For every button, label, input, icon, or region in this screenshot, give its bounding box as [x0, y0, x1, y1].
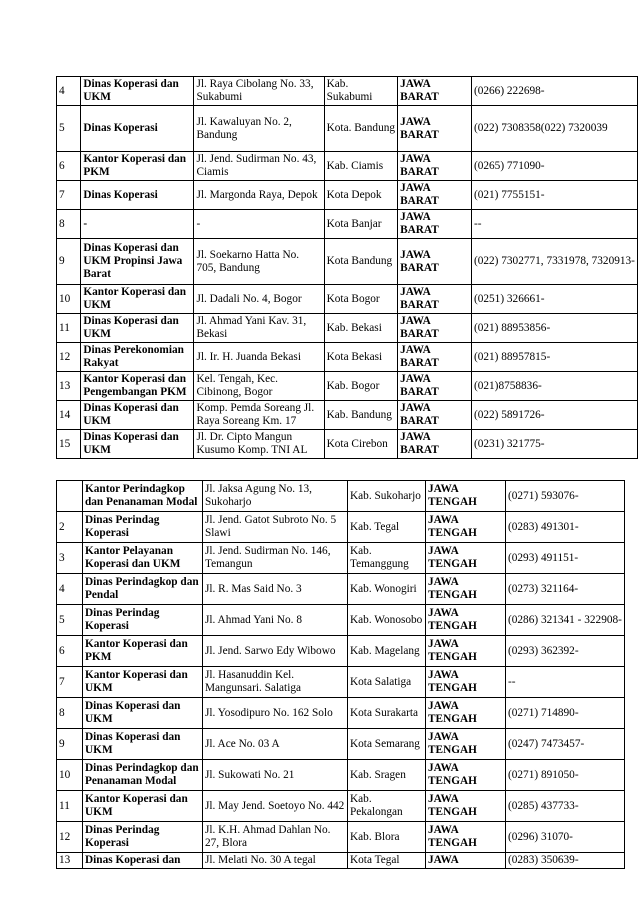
city: Kota Semarang — [348, 729, 426, 760]
table-jawa-barat — [56, 76, 638, 459]
province: JAWA BARAT — [398, 430, 472, 459]
city: Kab. Pekalongan — [348, 791, 426, 822]
phone: (0271) 593076- — [506, 481, 625, 512]
province: JAWA BARAT — [398, 343, 472, 372]
table-row — [57, 822, 625, 853]
address: Jl. Raya Cibolang No. 33, Sukabumi — [194, 77, 324, 106]
phone: (0273) 321164- — [506, 574, 625, 605]
table-row — [57, 152, 638, 181]
province: JAWA BARAT — [398, 210, 472, 239]
table-row — [57, 239, 638, 285]
address: Jl. Jend. Gatot Subroto No. 5 Slawi — [203, 512, 348, 543]
address: Jl. Soekarno Hatta No. 705, Bandung — [194, 239, 324, 285]
office-name: Dinas Koperasi dan UKM Propinsi Jawa Barat — [81, 239, 194, 285]
office-name: Dinas Koperasi — [81, 106, 194, 152]
office-name: Kantor Koperasi dan UKM — [83, 791, 203, 822]
office-name: Dinas Koperasi — [81, 181, 194, 210]
row-number: 9 — [57, 729, 83, 760]
province: JAWA BARAT — [398, 314, 472, 343]
row-number: 4 — [57, 574, 83, 605]
office-name: Kantor Perindagkop dan Penanaman Modal — [83, 481, 203, 512]
phone: -- — [506, 667, 625, 698]
phone: (0251) 326661- — [471, 285, 637, 314]
table-row — [57, 181, 638, 210]
row-number: 11 — [57, 791, 83, 822]
table-row — [57, 574, 625, 605]
city: Kota Tegal — [348, 853, 426, 869]
phone: (021) 88957815- — [471, 343, 637, 372]
row-number: 12 — [57, 822, 83, 853]
table-row — [57, 481, 625, 512]
address: Jl. Ace No. 03 A — [203, 729, 348, 760]
phone: (021) 88953856- — [471, 314, 637, 343]
row-number: 6 — [57, 152, 81, 181]
city: Kab. Ciamis — [324, 152, 397, 181]
office-name: Dinas Koperasi dan UKM — [81, 430, 194, 459]
row-number: 3 — [57, 543, 83, 574]
office-name: - — [81, 210, 194, 239]
province: JAWA — [426, 853, 506, 869]
row-number: 14 — [57, 401, 81, 430]
province: JAWA TENGAH — [426, 822, 506, 853]
phone: (0271) 714890- — [506, 698, 625, 729]
office-name: Kantor Pelayanan Koperasi dan UKM — [83, 543, 203, 574]
city: Kab. Bogor — [324, 372, 397, 401]
city: Kab. Wonosobo — [348, 605, 426, 636]
phone: (0285) 437733- — [506, 791, 625, 822]
province: JAWA TENGAH — [426, 791, 506, 822]
address: Jl. Margonda Raya, Depok — [194, 181, 324, 210]
phone: (0231) 321775- — [471, 430, 637, 459]
address: Jl. Ahmad Yani Kav. 31, Bekasi — [194, 314, 324, 343]
phone: (0266) 222698- — [471, 77, 637, 106]
row-number: 2 — [57, 512, 83, 543]
city: Kota Bekasi — [324, 343, 397, 372]
phone: (022) 7302771, 7331978, 7320913- — [471, 239, 637, 285]
province: JAWA BARAT — [398, 401, 472, 430]
province: JAWA TENGAH — [426, 667, 506, 698]
phone: (0283) 491301- — [506, 512, 625, 543]
table-row — [57, 372, 638, 401]
row-number: 12 — [57, 343, 81, 372]
address: Jl. Jend. Sarwo Edy Wibowo — [203, 636, 348, 667]
table-row — [57, 605, 625, 636]
address: Jl. K.H. Ahmad Dahlan No. 27, Blora — [203, 822, 348, 853]
office-name: Dinas Perindag Koperasi — [83, 822, 203, 853]
table-row — [57, 77, 638, 106]
phone: (022) 7308358(022) 7320039 — [471, 106, 637, 152]
city: Kota Salatiga — [348, 667, 426, 698]
table-row — [57, 430, 638, 459]
address: Jl. Melati No. 30 A tegal — [203, 853, 348, 869]
row-number: 7 — [57, 181, 81, 210]
table-row — [57, 401, 638, 430]
address: Jl. Jend. Sudirman No. 43, Ciamis — [194, 152, 324, 181]
row-number: 8 — [57, 210, 81, 239]
province: JAWA BARAT — [398, 285, 472, 314]
phone: (0271) 891050- — [506, 760, 625, 791]
row-number — [57, 481, 83, 512]
city: Kab. Tegal — [348, 512, 426, 543]
city: Kab. Temanggung — [348, 543, 426, 574]
city: Kota Cirebon — [324, 430, 397, 459]
city: Kab. Bandung — [324, 401, 397, 430]
province: JAWA TENGAH — [426, 574, 506, 605]
address: Jl. Dr. Cipto Mangun Kusumo Komp. TNI AL — [194, 430, 324, 459]
office-name: Dinas Koperasi dan UKM — [81, 314, 194, 343]
row-number: 6 — [57, 636, 83, 667]
phone: (0293) 491151- — [506, 543, 625, 574]
address: Jl. Dadali No. 4, Bogor — [194, 285, 324, 314]
office-name: Dinas Koperasi dan — [83, 853, 203, 869]
office-name: Dinas Perindagkop dan Pendal — [83, 574, 203, 605]
phone: (0286) 321341 - 322908- — [506, 605, 625, 636]
table-jawa-tengah — [56, 480, 625, 869]
table-row — [57, 285, 638, 314]
province: JAWA BARAT — [398, 372, 472, 401]
city: Kab. Wonogiri — [348, 574, 426, 605]
office-name: Kantor Koperasi dan PKM — [83, 636, 203, 667]
phone: (0283) 350639- — [506, 853, 625, 869]
phone: (0293) 362392- — [506, 636, 625, 667]
address: Jl. R. Mas Said No. 3 — [203, 574, 348, 605]
row-number: 11 — [57, 314, 81, 343]
city: Kota. Bandung — [324, 106, 397, 152]
row-number: 9 — [57, 239, 81, 285]
address: - — [194, 210, 324, 239]
row-number: 10 — [57, 285, 81, 314]
province: JAWA TENGAH — [426, 729, 506, 760]
province: JAWA TENGAH — [426, 481, 506, 512]
province: JAWA TENGAH — [426, 760, 506, 791]
row-number: 10 — [57, 760, 83, 791]
address: Jl. May Jend. Soetoyo No. 442 — [203, 791, 348, 822]
office-name: Dinas Perindag Koperasi — [83, 605, 203, 636]
address: Jl. Hasanuddin Kel. Mangunsari. Salatiga — [203, 667, 348, 698]
address: Jl. Sukowati No. 21 — [203, 760, 348, 791]
phone: (022) 5891726- — [471, 401, 637, 430]
address: Jl. Jaksa Agung No. 13, Sukoharjo — [203, 481, 348, 512]
office-name: Dinas Perekonomian Rakyat — [81, 343, 194, 372]
province: JAWA TENGAH — [426, 636, 506, 667]
row-number: 13 — [57, 372, 81, 401]
city: Kota Depok — [324, 181, 397, 210]
city: Kab. Magelang — [348, 636, 426, 667]
address: Jl. Yosodipuro No. 162 Solo — [203, 698, 348, 729]
province: JAWA TENGAH — [426, 605, 506, 636]
address: Jl. Kawaluyan No. 2, Bandung — [194, 106, 324, 152]
row-number: 5 — [57, 106, 81, 152]
address: Jl. Ir. H. Juanda Bekasi — [194, 343, 324, 372]
office-name: Kantor Koperasi dan UKM — [83, 667, 203, 698]
province: JAWA BARAT — [398, 152, 472, 181]
office-name: Dinas Koperasi dan UKM — [83, 729, 203, 760]
city: Kab. Sragen — [348, 760, 426, 791]
phone: (0296) 31070- — [506, 822, 625, 853]
city: Kota Bandung — [324, 239, 397, 285]
city: Kota Bogor — [324, 285, 397, 314]
city: Kab. Blora — [348, 822, 426, 853]
table-row — [57, 760, 625, 791]
province: JAWA TENGAH — [426, 543, 506, 574]
table-row — [57, 636, 625, 667]
row-number: 7 — [57, 667, 83, 698]
province: JAWA BARAT — [398, 77, 472, 106]
table-row — [57, 314, 638, 343]
office-name: Kantor Koperasi dan UKM — [81, 285, 194, 314]
table-row — [57, 729, 625, 760]
office-name: Kantor Koperasi dan Pengembangan PKM — [81, 372, 194, 401]
phone: (0265) 771090- — [471, 152, 637, 181]
city: Kota Banjar — [324, 210, 397, 239]
phone: (021)8758836- — [471, 372, 637, 401]
province: JAWA TENGAH — [426, 512, 506, 543]
city: Kab. Bekasi — [324, 314, 397, 343]
table-row — [57, 210, 638, 239]
table-row — [57, 543, 625, 574]
table-row — [57, 106, 638, 152]
office-name: Dinas Koperasi dan UKM — [83, 698, 203, 729]
office-name: Kantor Koperasi dan PKM — [81, 152, 194, 181]
province: JAWA BARAT — [398, 181, 472, 210]
row-number: 15 — [57, 430, 81, 459]
table-row — [57, 343, 638, 372]
phone: -- — [471, 210, 637, 239]
phone: (0247) 7473457- — [506, 729, 625, 760]
office-name: Dinas Koperasi dan UKM — [81, 77, 194, 106]
city: Kota Surakarta — [348, 698, 426, 729]
table-row — [57, 791, 625, 822]
table-row — [57, 853, 625, 869]
office-name: Dinas Koperasi dan UKM — [81, 401, 194, 430]
table-row — [57, 667, 625, 698]
row-number: 13 — [57, 853, 83, 869]
table-row — [57, 512, 625, 543]
office-name: Dinas Perindagkop dan Penanaman Modal — [83, 760, 203, 791]
address: Jl. Jend. Sudirman No. 146, Temangun — [203, 543, 348, 574]
province: JAWA BARAT — [398, 239, 472, 285]
row-number: 5 — [57, 605, 83, 636]
row-number: 8 — [57, 698, 83, 729]
address: Komp. Pemda Soreang Jl. Raya Soreang Km. 17 — [194, 401, 324, 430]
address: Kel. Tengah, Kec. Cibinong, Bogor — [194, 372, 324, 401]
city: Kab. Sukoharjo — [348, 481, 426, 512]
province: JAWA BARAT — [398, 106, 472, 152]
address: Jl. Ahmad Yani No. 8 — [203, 605, 348, 636]
office-name: Dinas Perindag Koperasi — [83, 512, 203, 543]
phone: (021) 7755151- — [471, 181, 637, 210]
row-number: 4 — [57, 77, 81, 106]
city: Kab. Sukabumi — [324, 77, 397, 106]
table-row — [57, 698, 625, 729]
province: JAWA TENGAH — [426, 698, 506, 729]
